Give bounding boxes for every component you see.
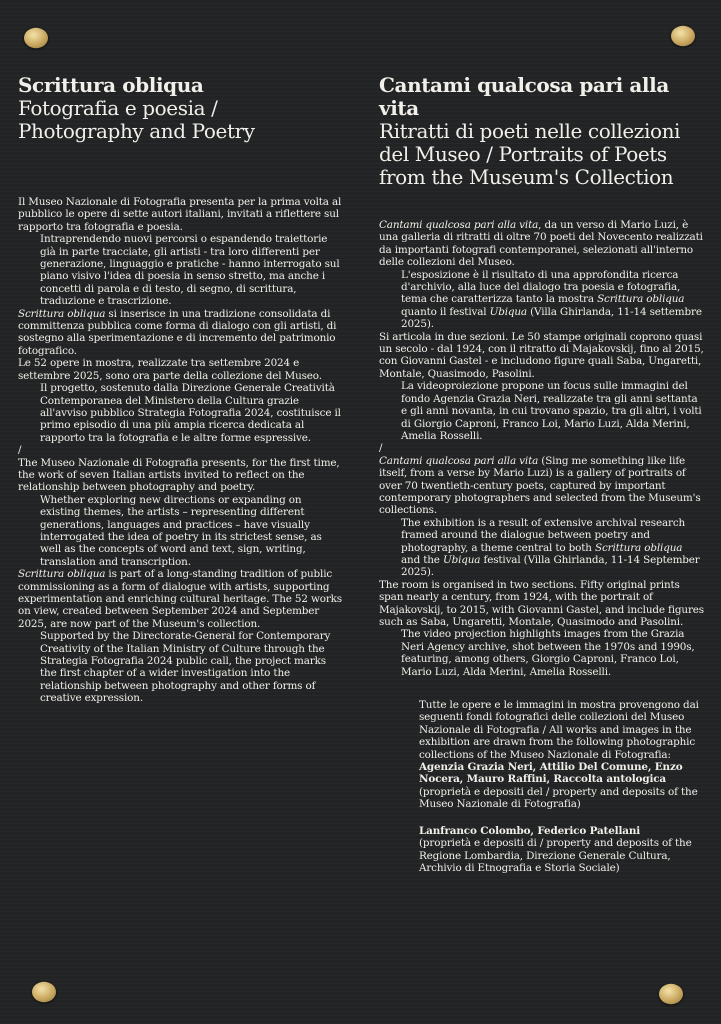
right-it-paragraph: Si articola in due sezioni. Le 50 stampe originali coprono quasi un secolo - dal 1924, con il ritratto di Majakovskij, fino al 2015, con Giovanni Gastel - e includono figure quali Saba, Ungaretti, Montale, Quasimodo, Pasolini.	[379, 330, 704, 380]
left-en-paragraph: The Museo Nazionale di Fotografia presents, for the first time, the work of seven Italian artists invited to reflect on the relationship between photography and poetry.	[18, 456, 340, 494]
right-subtitle-line: from the Museum's Collection	[379, 165, 674, 189]
right-en-paragraph: Cantami qualcosa pari alla vita (Sing me something like life itself, from a verse by Mario Luzi) is a gallery of portraits of over 70 twentieth-century poets, captured by important contemporary photographers and selected from the Museum's collections.	[379, 454, 701, 517]
right-subtitle-line: Ritratti di poeti nelle collezioni	[379, 119, 681, 143]
left-body-text	[18, 196, 343, 705]
right-it-paragraph: L'esposizione è il risultato di una approfondita ricerca d'archivio, alla luce del dialogo tra poesia e fotografia, tema che caratterizza tanto la mostra Scrittura obliqua quanto il festival Ubiqua (Villa Ghirlanda, 11-14 settembre 2025).	[401, 268, 702, 331]
left-title: Scrittura obliqua	[18, 73, 204, 97]
left-subtitle-line: Photography and Poetry	[18, 119, 255, 143]
mounting-screw-bottom-right	[659, 984, 683, 1004]
left-subtitle-line: Fotografia e poesia /	[18, 96, 218, 120]
language-separator: /	[18, 444, 22, 457]
left-it-paragraph: Intraprendendo nuovi percorsi o espandendo traiettorie già in parte tracciate, gli artisti - tra loro differenti per generazione, linguaggio e pratiche - hanno interrogato sul piano visivo l'idea di poesia in senso stretto, ma anche i concetti di parola e di testo, di segno, di scrittura, traduzione e trascrizione.	[40, 233, 340, 308]
credits-provenance: (proprietà e depositi di / property and deposits of the Regione Lombardia, Direzione Generale Cultura, Archivio di Etnografia e Storia Sociale)	[419, 837, 692, 874]
right-subtitle-line: del Museo / Portraits of Poets	[379, 142, 667, 166]
right-body-text	[379, 219, 704, 678]
left-it-paragraph: Il Museo Nazionale di Fotografia presenta per la prima volta al pubblico le opere di sette autori italiani, invitati a riflettere sul rapporto tra fotografia e poesia.	[18, 196, 342, 233]
mounting-screw-top-right	[671, 26, 695, 46]
collection-credits	[379, 699, 704, 874]
right-en-paragraph: The video projection highlights images from the Grazia Neri Agency archive, shot between the 1970s and 1990s, featuring, among others, Giorgio Caproni, Franco Loi, Mario Luzi, Alda Merini, Amelia Rosselli.	[401, 628, 695, 678]
right-title: Cantami qualcosa pari alla vita	[379, 73, 669, 120]
credits-provenance: (proprietà e depositi del / property and deposits of the Museo Nazionale di Fotografia)	[419, 785, 698, 811]
credits-intro: Tutte le opere e le immagini in mostra provengono dai seguenti fondi fotografici delle collezioni del Museo Nazionale di Fotografia / All works and images in the exhibition are drawn from the following photographic collections of the Museo Nazionale di Fotografia:	[419, 699, 699, 761]
left-panel	[18, 74, 343, 705]
mounting-screw-bottom-left	[32, 982, 56, 1002]
left-it-paragraph: Scrittura obliqua si inserisce in una tradizione consolidata di committenza pubblica come forma di dialogo con gli artisti, di sostegno alla sperimentazione e di incremento del patrimonio fotografico.	[18, 307, 337, 357]
left-en-paragraph: Whether exploring new directions or expanding on existing themes, the artists – representing different generations, languages and practices – have visually interrogated the idea of poetry in its strictest sense, as well as the concepts of word and text, sign, writing, translation and transcription.	[40, 493, 322, 568]
right-it-paragraph: La videoproiezione propone un focus sulle immagini del fondo Agenzia Grazia Neri, realizzate tra gli anni settanta e gli anni novanta, in cui trovano spazio, tra gli altri, i volti di Giorgio Caproni, Franco Loi, Mario Luzi, Alda Merini, Amelia Rosselli.	[401, 380, 702, 442]
mounting-screw-top-left	[24, 28, 48, 48]
credits-names: Agenzia Grazia Neri, Attilio Del Comune, Enzo Nocera, Mauro Raffini, Raccolta antologica	[419, 761, 683, 786]
exhibition-name: Scrittura obliqua	[18, 568, 106, 581]
exhibition-name: Cantami qualcosa pari alla vita	[379, 454, 539, 467]
left-en-paragraph: Scrittura obliqua is part of a long-standing tradition of public commissioning as a form of dialogue with artists, supporting experimentation and enriching cultural heritage. The 52 works on view, created between September 2024 and September 2025, are now part of the Museum's collection.	[18, 568, 342, 630]
right-en-paragraph: The exhibition is a result of extensive archival research framed around the dialogue between poetry and photography, a theme central to both Scrittura obliqua and the Ubiqua festival (Villa Ghirlanda, 11-14 September 2025).	[401, 516, 700, 579]
language-separator: /	[379, 442, 383, 455]
exhibition-name: Cantami qualcosa pari alla vita	[379, 219, 539, 231]
left-it-paragraph: Le 52 opere in mostra, realizzate tra settembre 2024 e settembre 2025, sono ora parte della collezione del Museo.	[18, 357, 322, 382]
right-panel	[379, 74, 704, 874]
left-en-paragraph: Supported by the Directorate-General for Contemporary Creativity of the Italian Ministry of Culture through the Strategia Fotografia 2024 public call, the project marks the first chapter of a wider investigation into the relationship between photography and other forms of creative expression.	[40, 630, 331, 705]
exhibition-name: Scrittura obliqua	[18, 307, 106, 320]
right-it-paragraph: Cantami qualcosa pari alla vita, da un verso di Mario Luzi, è una galleria di ritratti di oltre 70 poeti del Novecento realizzati da importanti fotografi contemporanei, selezionati all'interno delle collezioni del Museo.	[379, 219, 703, 269]
left-it-paragraph: Il progetto, sostenuto dalla Direzione Generale Creatività Contemporanea del Ministero della Cultura grazie all'avviso pubblico Strategia Fotografia 2024, costituisce il primo episodio di una più ampia ricerca dedicata al rapporto tra la fotografia e le altre forme espressive.	[40, 382, 341, 444]
right-en-paragraph: The room is organised in two sections. Fifty original prints span nearly a century, from 1924, with the portrait of Majakovskij, to 2015, with Giovanni Gastel, and include figures such as Saba, Ungaretti, Montale, Quasimodo and Pasolini.	[379, 578, 704, 628]
credits-names: Lanfranco Colombo, Federico Patellani	[419, 824, 641, 837]
